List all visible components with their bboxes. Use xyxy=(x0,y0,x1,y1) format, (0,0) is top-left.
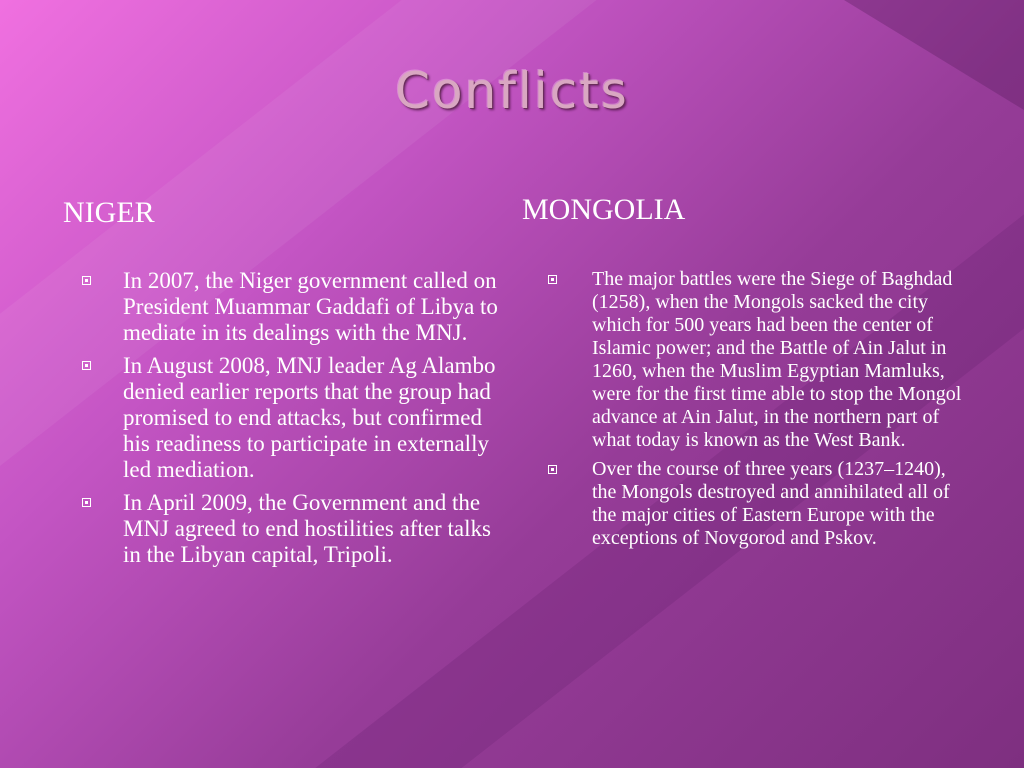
bullet-text: Over the course of three years (1237–1240), the Mongols destroyed and annihilated all of the major cities of Eastern Europe with the exceptions of Novgorod and Pskov. xyxy=(592,458,950,549)
niger-bullet-list xyxy=(82,268,512,575)
bullet-text: In 2007, the Niger government called on President Muammar Gaddafi of Libya to mediate in its dealings with the MNJ. xyxy=(123,268,498,345)
list-item xyxy=(82,490,512,568)
list-item xyxy=(548,458,968,550)
bullet-text: In August 2008, MNJ leader Ag Alambo denied earlier reports that the group had promised to end attacks, but confirmed his readiness to participate in externally led mediation. xyxy=(123,353,496,482)
list-item xyxy=(548,268,968,452)
slide-title: Conflicts xyxy=(395,62,629,120)
list-item xyxy=(82,268,512,346)
mongolia-bullet-list xyxy=(548,268,968,556)
square-bullet-icon xyxy=(548,465,557,474)
square-bullet-icon xyxy=(82,276,91,285)
square-bullet-icon xyxy=(548,275,557,284)
square-bullet-icon xyxy=(82,498,91,507)
niger-heading: NIGER xyxy=(63,196,155,229)
bullet-text: The major battles were the Siege of Baghdad (1258), when the Mongols sacked the city which for 500 years had been the center of Islamic power; and the Battle of Ain Jalut in 1260, when the Muslim Egyptian Mamluks, were for the first time able to stop the Mongol advance at Ain Jalut, in the northern part of what today is known as the West Bank. xyxy=(592,268,962,451)
list-item xyxy=(82,353,512,483)
mongolia-heading: MONGOLIA xyxy=(522,193,686,226)
bullet-text: In April 2009, the Government and the MNJ agreed to end hostilities after talks in the Libyan capital, Tripoli. xyxy=(123,490,491,567)
square-bullet-icon xyxy=(82,361,91,370)
